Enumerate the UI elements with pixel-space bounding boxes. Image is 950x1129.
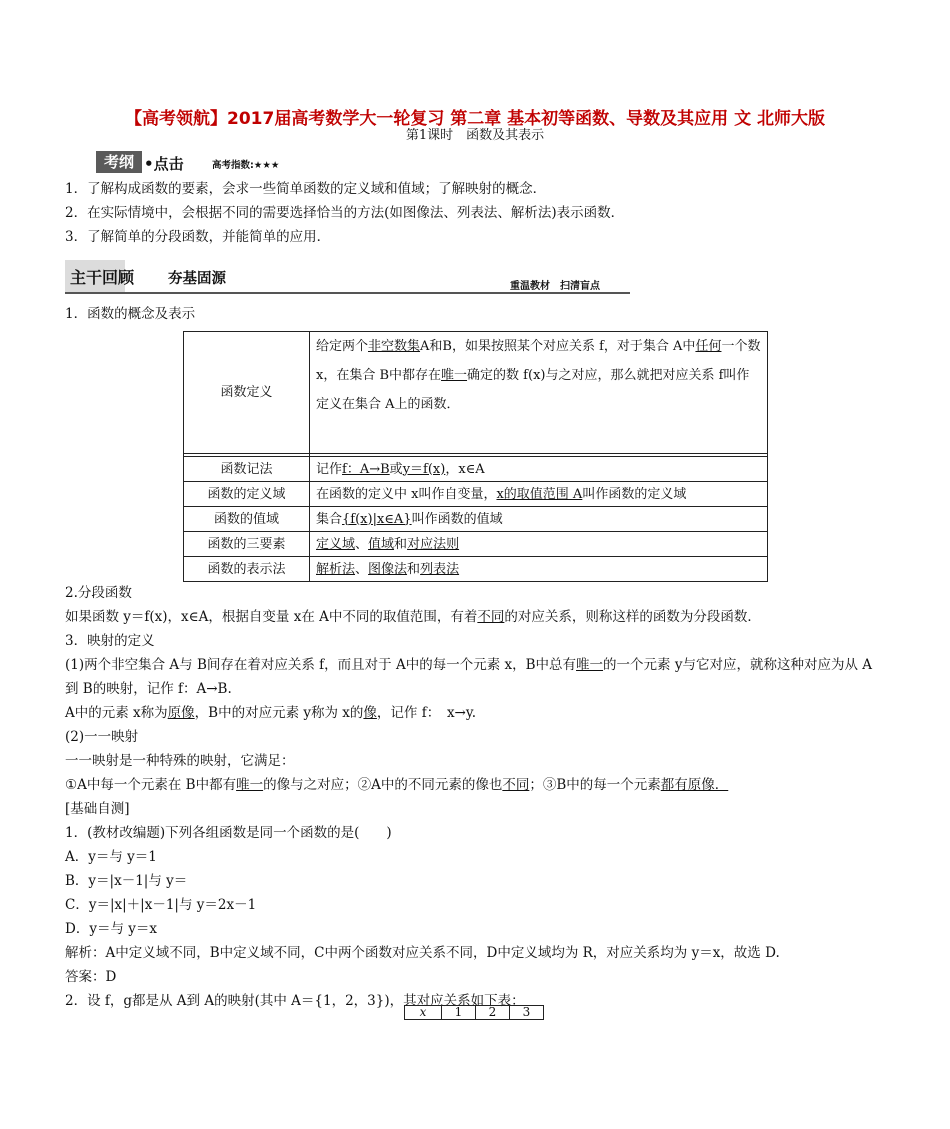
exam-index: 高考指数:★★★ (212, 160, 280, 171)
text: 列表法 (420, 561, 460, 577)
objective-3: 3．了解简单的分段函数，并能简单的应用． (65, 229, 331, 245)
text: 像 (363, 705, 377, 721)
option-d: D．y＝与 y＝x (65, 921, 157, 937)
question-2: 2．设 f，g都是从 A到 A的映射(其中 A＝{1，2，3})，其对应关系如下表： (65, 993, 525, 1009)
section-header-title: 主干回顾 (70, 268, 135, 287)
text: 确定的数 f(x)与之对应，那么就把对应关系 f叫作定义在集合 A上的函数． (316, 368, 750, 412)
table-row (184, 482, 768, 507)
row-key: 函数记法 (184, 457, 310, 482)
objective-1: 1．了解构成函数的要素，会求一些简单函数的定义域和值域；了解映射的概念． (65, 181, 547, 197)
concept-heading: 1．函数的概念及表示 (65, 306, 196, 322)
text: 在函数的定义中 x叫作自变量， (316, 486, 497, 502)
text: 和 (407, 561, 421, 577)
text: 的一个元素 y与它对应，就称这种对应为从 A (603, 657, 872, 673)
text: 对应法则 (407, 536, 460, 552)
row-key: 函数的表示法 (184, 557, 310, 582)
row-value (310, 457, 768, 482)
row-key: 函数的定义域 (184, 482, 310, 507)
table-cell: 2 (476, 1006, 510, 1020)
row-value (310, 332, 768, 454)
table-cell: 1 (442, 1006, 476, 1020)
table-row (184, 332, 768, 454)
text: 集合 (316, 511, 343, 527)
answer: 答案：D (65, 969, 117, 985)
text: 叫作函数的值域 (411, 511, 503, 527)
document-title: 【高考领航】2017届高考数学大一轮复习 第二章 基本初等函数、导数及其应用 文 北师大版 (125, 109, 825, 129)
kaogang-badge: 考纲 (96, 151, 142, 173)
text: ，x∈A (445, 461, 485, 477)
lesson-subtitle: 第1课时 函数及其表示 (405, 128, 545, 143)
text: 唯一 (236, 777, 264, 793)
mapping-paragraph-1 (65, 656, 872, 674)
text: ，记作 f： x→y. (376, 705, 476, 721)
bijection-desc: 一一映射是一种特殊的映射，它满足： (65, 753, 295, 769)
text: 叫作函数的定义域 (582, 486, 687, 502)
bijection-conditions (65, 776, 728, 794)
row-key: 函数的三要素 (184, 532, 310, 557)
question-1: 1．(教材改编题)下列各组函数是同一个函数的是( ) (65, 825, 392, 841)
text: 值域 (368, 536, 395, 552)
mapping-paragraph-2 (65, 704, 476, 722)
text: ①A中每一个元素在 B中都有 (65, 777, 237, 793)
text: 原像 (167, 705, 195, 721)
objective-2: 2．在实际情境中，会根据不同的需要选择恰当的方法(如图像法、列表法、解析法)表示函数． (65, 205, 625, 221)
table-row (405, 1006, 544, 1020)
function-concept-table (183, 331, 768, 582)
option-c: C．y＝|x|＋|x－1|与 y＝2x－1 (65, 897, 257, 913)
row-key: 函数定义 (184, 332, 310, 454)
text: {f(x)|x∈A} (342, 511, 412, 527)
text: 或 (389, 461, 403, 477)
option-a: A．y＝与 y＝1 (65, 849, 157, 865)
text: f：A→B (342, 461, 390, 477)
table-row (184, 532, 768, 557)
text: 唯一 (576, 657, 604, 673)
text: 一个数 x，在集合 B中都存在 (316, 339, 761, 383)
text: A和B，如果按照某个对应关系 f，对于集合 A中 (420, 339, 696, 354)
text: y＝f(x) (402, 461, 446, 477)
text: 图像法 (368, 561, 408, 577)
text: 给定两个 (316, 339, 369, 354)
text: 如果函数 y＝f(x)，x∈A，根据自变量 x在 A中不同的取值范围，有着 (65, 609, 478, 625)
section-header-tagline: 重温教材 扫清盲点 (510, 281, 600, 292)
text: 的对应关系，则称这样的函数为分段函数． (504, 609, 761, 625)
bijection-heading: (2)一一映射 (65, 729, 139, 745)
section-header-subtitle: 夯基固源 (168, 271, 226, 287)
section-header-rule (65, 292, 630, 294)
option-b: B．y＝|x－1|与 y＝ (65, 873, 188, 889)
text: 、 (355, 561, 369, 577)
row-value (310, 507, 768, 532)
selftest-heading: [基础自测] (65, 801, 130, 817)
mapping-paragraph-1-cont: 到 B的映射，记作 f：A→B. (65, 681, 232, 697)
mapping-heading: 3．映射的定义 (65, 633, 155, 649)
text: 都有原像． (660, 777, 729, 793)
text: ；③B中的每一个元素 (529, 777, 661, 793)
text: 任何 (695, 339, 722, 354)
table-row (184, 457, 768, 482)
text: x的取值范围 A (496, 486, 583, 502)
kaogang-tail: •点击 (144, 155, 184, 173)
text: 的像与之对应；②A中的不同元素的像也 (263, 777, 503, 793)
text: 非空数集 (368, 339, 421, 354)
table-cell: 3 (510, 1006, 544, 1020)
piecewise-text (65, 608, 761, 626)
text: (1)两个非空集合 A与 B间存在着对应关系 f，而且对于 A中的每一个元素 x，B中总有 (65, 657, 577, 673)
row-value (310, 482, 768, 507)
text: 记作 (316, 461, 343, 477)
row-value (310, 557, 768, 582)
text: 唯一 (441, 368, 468, 383)
text: 解析法 (316, 561, 356, 577)
text: 不同 (477, 609, 505, 625)
piecewise-heading: 2.分段函数 (65, 585, 132, 601)
text: A中的元素 x称为 (65, 705, 168, 721)
text: 、 (355, 536, 369, 552)
text: 和 (394, 536, 408, 552)
mapping-table (404, 1005, 544, 1020)
table-cell: x (405, 1006, 442, 1020)
text: 定义域 (316, 536, 356, 552)
text: ，B中的对应元素 y称为 x的 (194, 705, 364, 721)
table-row (184, 557, 768, 582)
analysis: 解析：A中定义域不同，B中定义域不同，C中两个函数对应关系不同，D中定义域均为 R，对应关系均为 y＝x，故选 D. (65, 945, 780, 961)
table-row (184, 507, 768, 532)
row-key: 函数的值域 (184, 507, 310, 532)
text: 不同 (502, 777, 530, 793)
row-value (310, 532, 768, 557)
